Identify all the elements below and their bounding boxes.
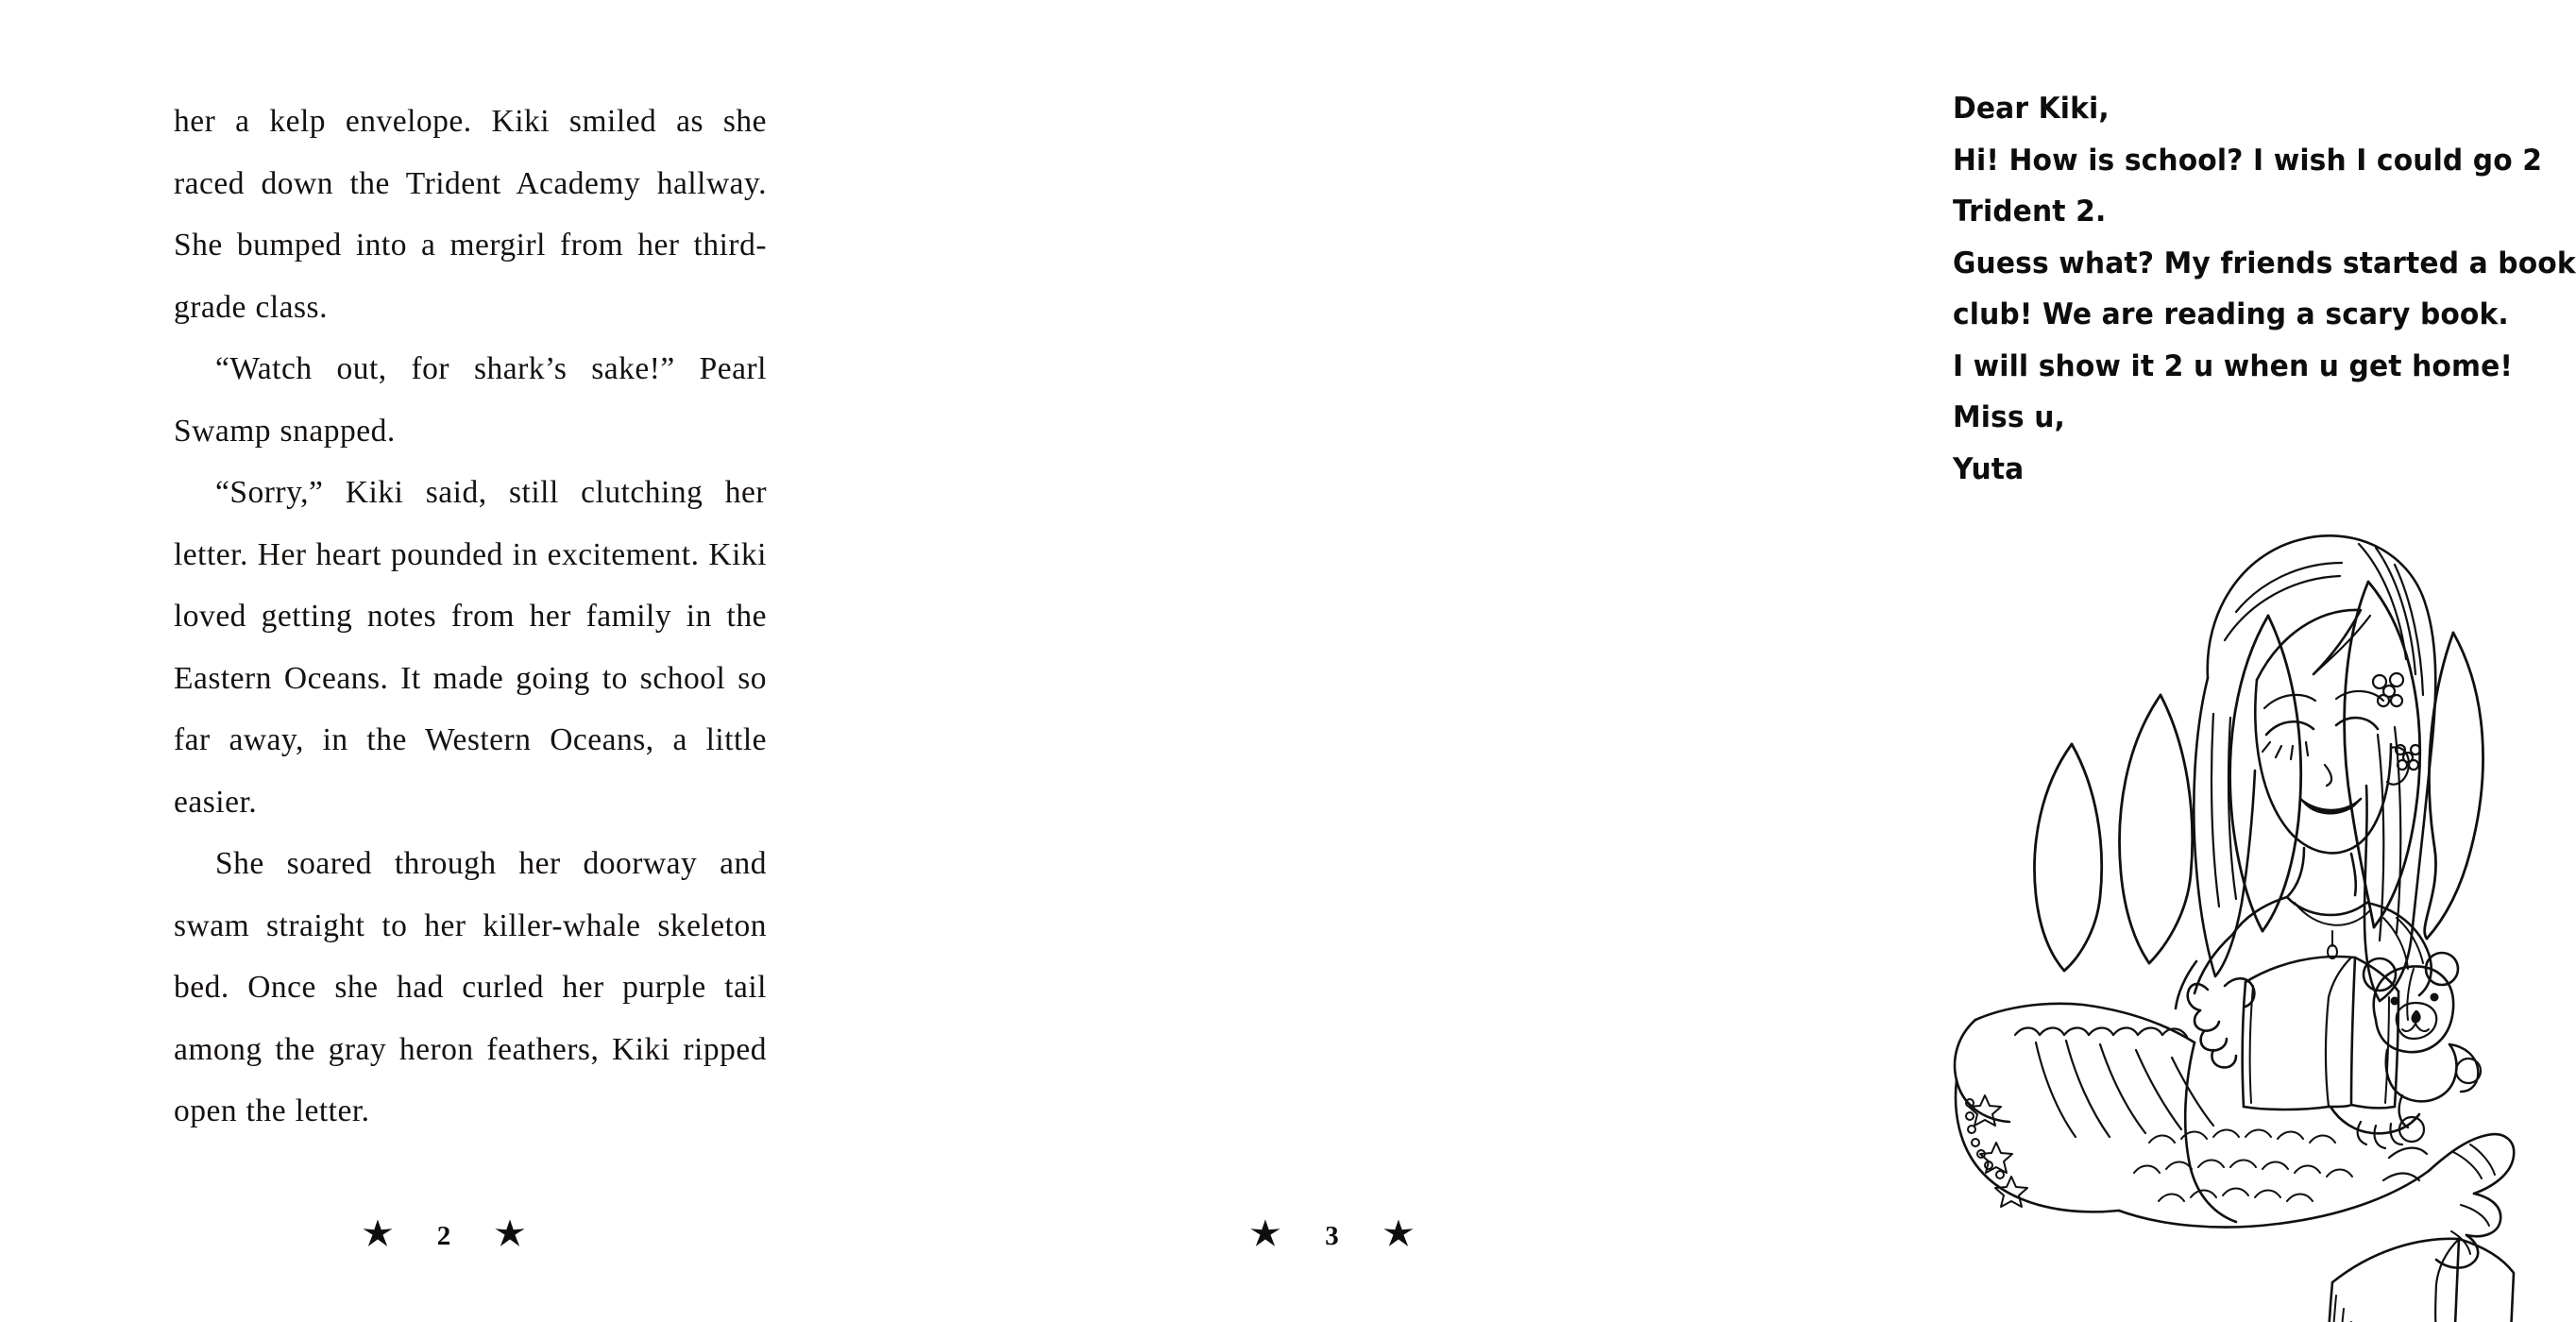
star-icon (362, 1218, 394, 1250)
paragraph-1: her a kelp envelope. Kiki smiled as she raced down the Trident Academy hallway. She bumped into a mergirl from her third-grade class. (174, 104, 767, 325)
letter-line-3: Trident 2. (1953, 195, 2107, 229)
right-page (888, 0, 2576, 1322)
paragraph-4: She soared through her doorway and swam straight to her killer-whale skeleton bed. Once she had curled her purple tail among the gray heron feathers, Kiki ripped open the letter. (174, 846, 767, 1128)
letter-line-5: club! We are reading a scary book. (1953, 297, 2509, 331)
paragraph-3: “Sorry,” Kiki said, still clutching her letter. Her heart pounded in excitement. Kiki loved getting notes from her family in the Eastern Oceans. It made going to school so far away, in the Western Oceans, a little easier. (174, 475, 767, 820)
left-page (0, 0, 888, 1322)
star-icon (1382, 1218, 1415, 1250)
page-number: 2 (436, 1220, 451, 1251)
letter-line-2: Hi! How is school? I wish I could go 2 (1953, 143, 2543, 178)
letter-line-4: Guess what? My friends started a book (1953, 246, 2576, 280)
letter-line-1: Dear Kiki, (1953, 92, 2110, 126)
letter-block (1953, 83, 2576, 495)
letter-line-7: Miss u, (1953, 400, 2065, 434)
star-icon (494, 1218, 526, 1250)
page-number: 3 (1325, 1220, 1339, 1251)
paragraph-2: “Watch out, for shark’s sake!” Pearl Swamp snapped. (174, 351, 767, 449)
letter-line-6: I will show it 2 u when u get home! (1953, 348, 2514, 383)
letter-line-8: Yuta (1953, 451, 2025, 486)
right-page-footer (888, 1218, 1776, 1250)
star-icon (1249, 1218, 1281, 1250)
mermaid-reading-illustration (1924, 491, 2529, 1114)
left-page-footer (0, 1218, 888, 1250)
story-text-block (174, 91, 767, 1143)
